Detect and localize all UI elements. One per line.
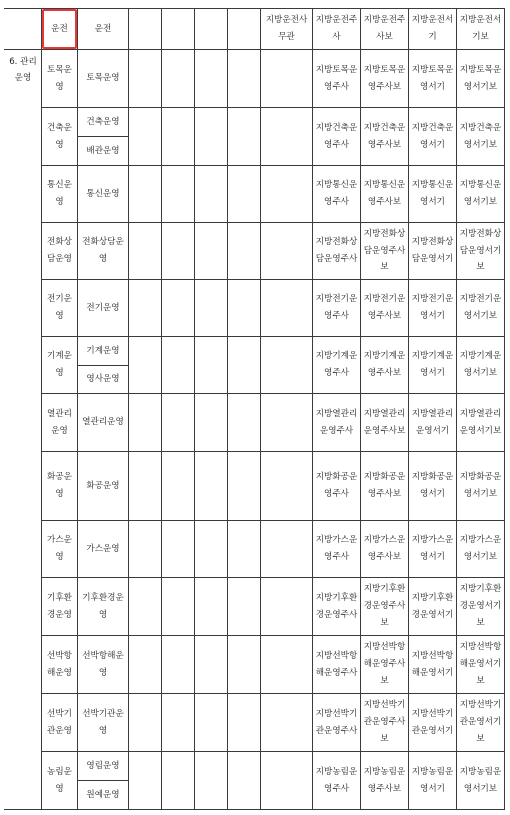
grade-6-cell	[195, 636, 228, 694]
header-row	[5, 9, 505, 50]
grade-11-cell	[409, 752, 457, 810]
grade-11-cell	[409, 223, 457, 280]
grade-12-title: 지방토목운영서기보	[459, 64, 502, 92]
header-grade-8	[261, 9, 313, 50]
series-cell	[42, 694, 78, 752]
item-cell	[78, 394, 129, 452]
grade-11-cell	[409, 452, 457, 521]
grade-11-cell	[409, 50, 457, 108]
series-label: 기후환경운영	[47, 592, 72, 620]
grade-11-title: 지방선박항해운영서기	[411, 650, 454, 678]
item-label: 토목운영	[86, 73, 120, 84]
item-cell	[78, 578, 129, 636]
grade-10-title: 지방건축운영주사보	[363, 122, 406, 150]
grade-7-cell	[228, 578, 261, 636]
item-cell	[78, 521, 129, 578]
grade-10-title: 지방전기운영주사보	[363, 294, 406, 321]
item-label: 화공운영	[86, 480, 120, 491]
series-cell	[42, 50, 78, 108]
classification-table	[4, 8, 505, 810]
series-label: 가스운영	[47, 535, 72, 562]
grade-11-title: 지방전화상담운영서기	[411, 237, 454, 264]
item-label: 가스운영	[86, 543, 120, 554]
series-label: 통신운영	[47, 180, 72, 207]
grade-6-cell	[195, 394, 228, 452]
grade-9-cell	[313, 108, 361, 166]
grade-7-cell	[228, 394, 261, 452]
header-grade-11	[409, 9, 457, 50]
grade-5-cell	[162, 166, 195, 223]
grade-9-title: 지방전화상담운영주사	[315, 237, 358, 264]
grade-11-title: 지방전기운영서기	[411, 294, 454, 321]
grade-12-cell	[457, 394, 505, 452]
grade-11-title: 지방가스운영서기	[411, 535, 454, 562]
grade-9-cell	[313, 50, 361, 108]
grade-6-cell	[195, 578, 228, 636]
grade-11-title: 지방열관리운영서기	[411, 408, 454, 436]
grade-9-title: 지방열관리운영주사	[315, 408, 358, 436]
grade-9-title: 지방기계운영주사	[315, 351, 358, 378]
grade-11-cell	[409, 694, 457, 752]
grade-8-cell	[261, 50, 313, 108]
grade-11-cell	[409, 394, 457, 452]
header-grade-9	[313, 9, 361, 50]
header-item: 운전	[78, 9, 129, 50]
item-label: 영림운영	[86, 760, 120, 771]
series-label: 전기운영	[47, 294, 72, 321]
grade-12-title: 지방기계운영서기보	[459, 351, 502, 378]
category-label: 6. 관리운영	[9, 57, 37, 84]
grade-6-cell	[195, 337, 228, 394]
grade-9-cell	[313, 636, 361, 694]
table-row	[5, 694, 505, 752]
grade-12-cell	[457, 694, 505, 752]
grade-5-cell	[162, 521, 195, 578]
item-label: 선박항해운영	[82, 650, 124, 678]
series-label: 건축운영	[47, 122, 72, 150]
grade-6-cell	[195, 752, 228, 810]
item-cell	[78, 280, 129, 337]
item-cell	[78, 108, 129, 137]
table-row	[5, 578, 505, 636]
table-row	[5, 223, 505, 280]
grade-5-cell	[162, 108, 195, 166]
grade-6-cell	[195, 108, 228, 166]
grade-9-cell	[313, 452, 361, 521]
grade-7-cell	[228, 108, 261, 166]
item-label: 통신운영	[86, 188, 120, 199]
grade-6-cell	[195, 166, 228, 223]
grade-7-cell	[228, 452, 261, 521]
table-row	[5, 280, 505, 337]
grade-5-cell	[162, 337, 195, 394]
series-cell	[42, 578, 78, 636]
grade-10-title: 지방가스운영주사보	[363, 535, 406, 562]
grade-10-title: 지방토목운영주사보	[363, 64, 406, 92]
grade-11-title: 지방기계운영서기	[411, 351, 454, 378]
series-cell	[42, 337, 78, 394]
header-grade-5	[162, 9, 195, 50]
grade-8-cell	[261, 521, 313, 578]
grade-11-title: 지방화공운영서기	[411, 472, 454, 499]
grade-8-cell	[261, 108, 313, 166]
item-cell	[78, 636, 129, 694]
grade-9-cell	[313, 521, 361, 578]
grade-6-cell	[195, 280, 228, 337]
series-label: 열관리운영	[47, 408, 72, 436]
grade-7-cell	[228, 223, 261, 280]
item-label: 배관운영	[86, 145, 120, 156]
grade-4-cell	[129, 694, 162, 752]
grade-10-cell	[361, 166, 409, 223]
grade-4-cell	[129, 752, 162, 810]
grade-12-cell	[457, 452, 505, 521]
grade-6-cell	[195, 50, 228, 108]
grade-11-cell	[409, 337, 457, 394]
grade-7-cell	[228, 166, 261, 223]
grade-9-title: 지방토목운영주사	[315, 64, 358, 92]
series-label: 선박항해운영	[47, 650, 72, 678]
grade-9-cell	[313, 694, 361, 752]
grade-5-cell	[162, 636, 195, 694]
grade-10-title: 지방통신운영주사보	[363, 180, 406, 207]
grade-9-title: 지방통신운영주사	[315, 180, 358, 207]
series-cell	[42, 108, 78, 166]
grade-9-title: 지방화공운영주사	[315, 472, 358, 499]
grade-10-cell	[361, 50, 409, 108]
grade-12-title: 지방기후환경운영서기보	[459, 584, 502, 628]
grade-4-cell	[129, 108, 162, 166]
grade-11-title: 지방통신운영서기	[411, 180, 454, 207]
item-label: 기후환경운영	[82, 592, 124, 620]
grade-9-title: 지방전기운영주사	[315, 294, 358, 321]
table-row	[5, 521, 505, 578]
grade-5-cell	[162, 694, 195, 752]
grade-9-title: 지방가스운영주사	[315, 535, 358, 562]
item-cell	[78, 781, 129, 810]
grade-12-title: 지방선박기관운영서기보	[459, 700, 502, 744]
grade-8-cell	[261, 280, 313, 337]
grade-4-cell	[129, 394, 162, 452]
item-label: 열관리운영	[82, 417, 124, 428]
header-grade-11-label: 지방운전서기	[411, 15, 454, 42]
grade-10-title: 지방열관리운영주사보	[363, 408, 406, 436]
grade-10-cell	[361, 337, 409, 394]
grade-8-cell	[261, 578, 313, 636]
grade-6-cell	[195, 521, 228, 578]
grade-9-cell	[313, 280, 361, 337]
grade-9-cell	[313, 752, 361, 810]
grade-11-cell	[409, 108, 457, 166]
grade-5-cell	[162, 452, 195, 521]
grade-7-cell	[228, 280, 261, 337]
series-cell	[42, 452, 78, 521]
grade-10-title: 지방화공운영주사보	[363, 472, 406, 499]
series-label: 토목운영	[47, 64, 72, 92]
grade-9-cell	[313, 394, 361, 452]
grade-12-cell	[457, 752, 505, 810]
grade-8-cell	[261, 694, 313, 752]
grade-12-cell	[457, 521, 505, 578]
table-row	[5, 337, 505, 366]
grade-11-title: 지방토목운영서기	[411, 64, 454, 92]
series-label: 기계운영	[47, 351, 72, 378]
grade-10-cell	[361, 521, 409, 578]
grade-12-title: 지방건축운영서기보	[459, 122, 502, 150]
grade-8-cell	[261, 337, 313, 394]
grade-4-cell	[129, 223, 162, 280]
series-cell	[42, 752, 78, 810]
grade-12-cell	[457, 636, 505, 694]
item-cell	[78, 137, 129, 166]
grade-12-title: 지방열관리운영서기보	[459, 408, 502, 436]
grade-4-cell	[129, 636, 162, 694]
series-cell	[42, 166, 78, 223]
grade-10-title: 지방선박기관운영주사보	[363, 700, 406, 744]
grade-9-title: 지방농림운영주사	[315, 766, 358, 794]
grade-10-cell	[361, 280, 409, 337]
grade-7-cell	[228, 694, 261, 752]
grade-12-title: 지방전기운영서기보	[459, 294, 502, 321]
table-row	[5, 636, 505, 694]
table-row	[5, 452, 505, 521]
grade-11-title: 지방기후환경운영서기	[411, 592, 454, 620]
grade-10-cell	[361, 394, 409, 452]
grade-12-cell	[457, 166, 505, 223]
series-label: 화공운영	[47, 472, 72, 499]
grade-12-cell	[457, 50, 505, 108]
grade-11-cell	[409, 280, 457, 337]
grade-12-title: 지방화공운영서기보	[459, 472, 502, 499]
header-grade-9-label: 지방운전주사	[315, 15, 358, 42]
series-label: 선박기관운영	[47, 708, 72, 736]
item-label: 원예운영	[86, 789, 120, 800]
header-grade-10-label: 지방운전주사보	[363, 15, 406, 42]
grade-9-title: 지방선박항해운영주사	[315, 650, 358, 678]
item-cell	[78, 223, 129, 280]
grade-5-cell	[162, 280, 195, 337]
grade-12-title: 지방전화상담운영서기보	[459, 228, 502, 273]
grade-5-cell	[162, 50, 195, 108]
grade-10-cell	[361, 752, 409, 810]
grade-11-cell	[409, 636, 457, 694]
grade-8-cell	[261, 223, 313, 280]
grade-10-cell	[361, 452, 409, 521]
table-row	[5, 752, 505, 781]
grade-12-title: 지방가스운영서기보	[459, 535, 502, 562]
grade-4-cell	[129, 166, 162, 223]
header-grade-4	[129, 9, 162, 50]
grade-10-title: 지방기후환경운영주사보	[363, 584, 406, 628]
grade-10-title: 지방기계운영주사보	[363, 351, 406, 378]
grade-10-cell	[361, 223, 409, 280]
grade-4-cell	[129, 50, 162, 108]
grade-4-cell	[129, 578, 162, 636]
grade-12-cell	[457, 108, 505, 166]
grade-4-cell	[129, 452, 162, 521]
item-label: 기계운영	[86, 345, 120, 356]
grade-8-cell	[261, 636, 313, 694]
grade-10-cell	[361, 636, 409, 694]
grade-11-cell	[409, 521, 457, 578]
series-cell	[42, 223, 78, 280]
grade-12-cell	[457, 280, 505, 337]
grade-12-cell	[457, 337, 505, 394]
grade-5-cell	[162, 394, 195, 452]
header-grade-7	[228, 9, 261, 50]
item-label: 영사운영	[86, 374, 120, 385]
series-cell	[42, 521, 78, 578]
series-label: 농림운영	[47, 766, 72, 794]
header-grade-12	[457, 9, 505, 50]
header-series-highlighted: 운전	[42, 9, 78, 50]
grade-8-cell	[261, 394, 313, 452]
item-cell	[78, 752, 129, 781]
grade-9-title: 지방선박기관운영주사	[315, 708, 358, 736]
table-row	[5, 394, 505, 452]
grade-10-title: 지방전화상담운영주사보	[363, 228, 406, 273]
series-cell	[42, 280, 78, 337]
item-label: 전기운영	[86, 302, 120, 313]
grade-11-title: 지방건축운영서기	[411, 122, 454, 150]
grade-12-cell	[457, 223, 505, 280]
grade-9-cell	[313, 337, 361, 394]
grade-8-cell	[261, 166, 313, 223]
grade-9-title: 지방기후환경운영주사	[315, 592, 358, 620]
grade-12-title: 지방선박항해운영서기보	[459, 642, 502, 686]
header-category	[5, 9, 42, 50]
series-label: 전화상담운영	[47, 237, 72, 264]
grade-7-cell	[228, 337, 261, 394]
header-grade-12-label: 지방운전서기보	[459, 15, 502, 42]
grade-7-cell	[228, 50, 261, 108]
grade-10-title: 지방선박항해운영주사보	[363, 642, 406, 686]
grade-4-cell	[129, 337, 162, 394]
grade-9-cell	[313, 223, 361, 280]
item-label: 건축운영	[86, 116, 120, 127]
header-grade-6	[195, 9, 228, 50]
grade-12-title: 지방농림운영서기보	[459, 766, 502, 794]
grade-7-cell	[228, 636, 261, 694]
grade-8-cell	[261, 752, 313, 810]
table-row	[5, 50, 505, 108]
grade-7-cell	[228, 521, 261, 578]
item-cell	[78, 337, 129, 366]
category-cell	[5, 50, 42, 810]
grade-5-cell	[162, 752, 195, 810]
grade-9-title: 지방건축운영주사	[315, 122, 358, 150]
header-grade-10	[361, 9, 409, 50]
grade-10-title: 지방농림운영주사보	[363, 766, 406, 794]
table-row	[5, 108, 505, 137]
item-cell	[78, 50, 129, 108]
grade-10-cell	[361, 578, 409, 636]
header-grade-8-label: 지방운전사무관	[265, 15, 308, 42]
grade-11-title: 지방선박기관운영서기	[411, 708, 454, 736]
series-cell	[42, 394, 78, 452]
grade-11-cell	[409, 578, 457, 636]
grade-5-cell	[162, 223, 195, 280]
grade-6-cell	[195, 452, 228, 521]
item-cell	[78, 694, 129, 752]
series-cell	[42, 636, 78, 694]
grade-11-title: 지방농림운영서기	[411, 766, 454, 794]
grade-4-cell	[129, 280, 162, 337]
grade-12-cell	[457, 578, 505, 636]
table-row	[5, 166, 505, 223]
grade-12-title: 지방통신운영서기보	[459, 180, 502, 207]
grade-5-cell	[162, 578, 195, 636]
grade-10-cell	[361, 694, 409, 752]
grade-9-cell	[313, 166, 361, 223]
grade-8-cell	[261, 452, 313, 521]
item-cell	[78, 166, 129, 223]
grade-10-cell	[361, 108, 409, 166]
grade-9-cell	[313, 578, 361, 636]
item-label: 선박기관운영	[82, 708, 124, 736]
item-label: 전화상담운영	[82, 237, 124, 264]
grade-7-cell	[228, 752, 261, 810]
grade-6-cell	[195, 694, 228, 752]
grade-11-cell	[409, 166, 457, 223]
grade-6-cell	[195, 223, 228, 280]
item-cell	[78, 366, 129, 394]
grade-4-cell	[129, 521, 162, 578]
item-cell	[78, 452, 129, 521]
